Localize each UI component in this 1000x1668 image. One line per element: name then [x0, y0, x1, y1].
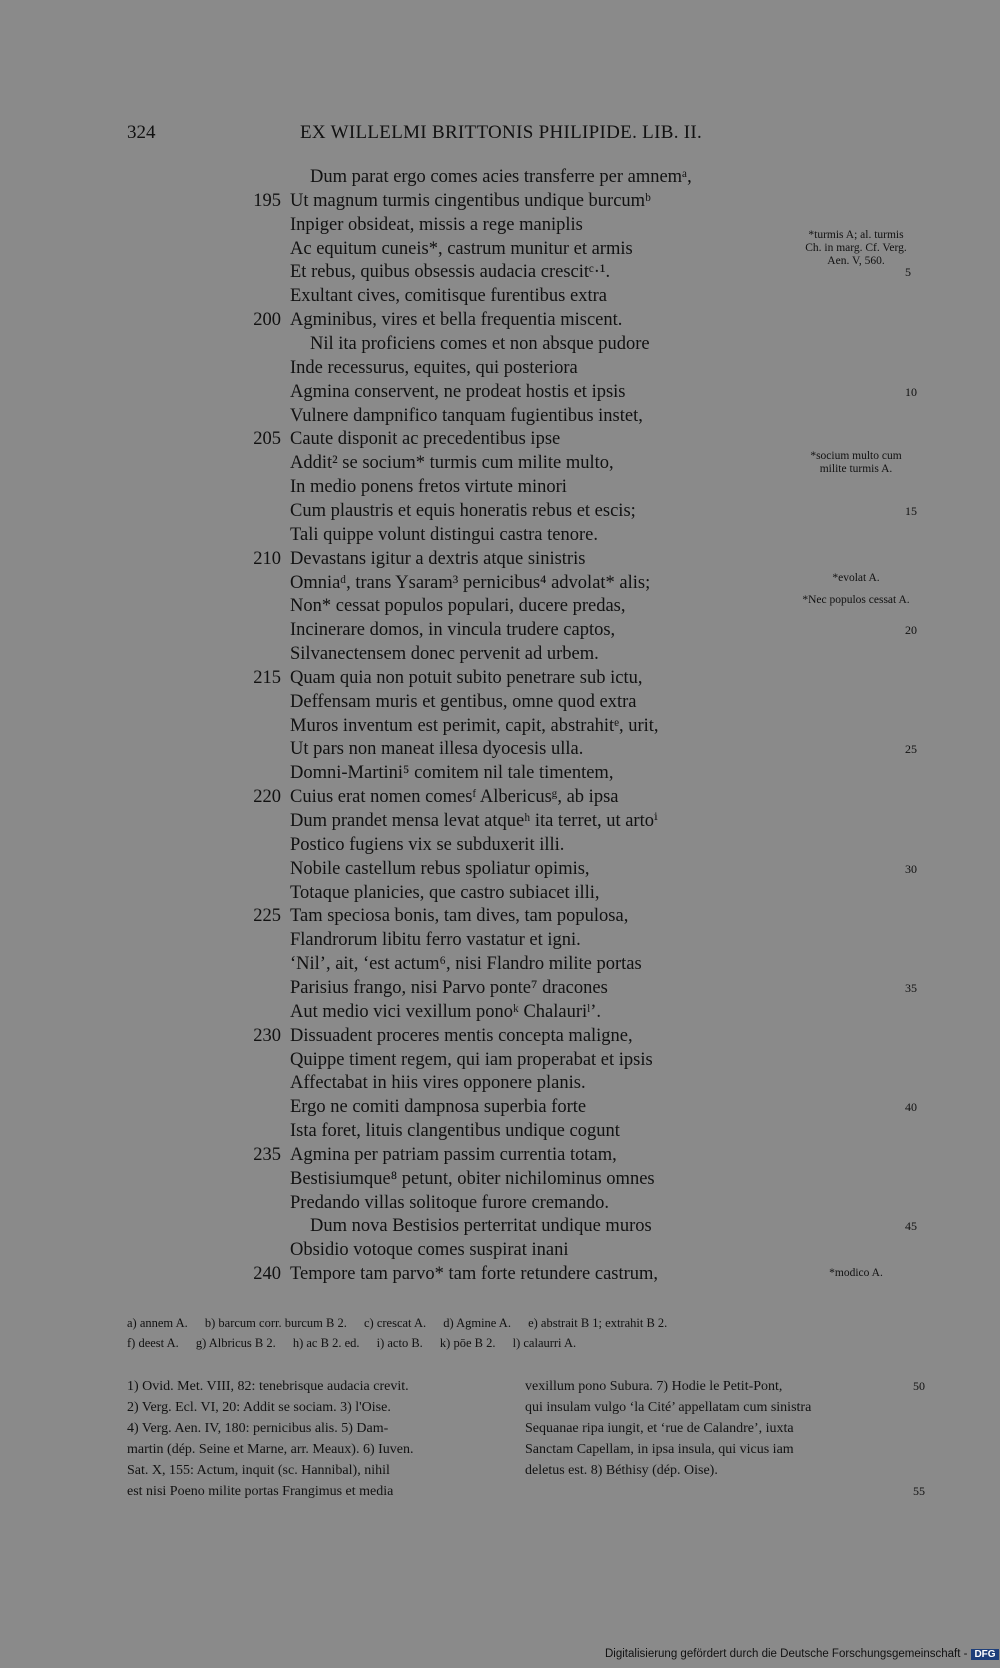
- verse-text: Dum parat ergo comes acies transferre per amnemᵃ,: [310, 167, 692, 187]
- margin-line-number: 40: [905, 1100, 917, 1115]
- margin-line-number: 50: [913, 1379, 925, 1393]
- verse-text: Omniaᵈ, trans Ysaram³ pernicibus⁴ advolat* alis;: [290, 572, 651, 593]
- footnotes: [127, 1376, 917, 1508]
- verse-line: [0, 618, 1000, 642]
- verse-line: [0, 1143, 1000, 1167]
- footnote-line: Sat. X, 155: Actum, inquit (sc. Hannibal), nihil: [127, 1463, 390, 1478]
- variant-line: [127, 1313, 917, 1333]
- verse-text: Ergo ne comiti dampnosa superbia forte: [290, 1097, 587, 1118]
- margin-line-number: 25: [905, 742, 917, 757]
- margin-line-number: 45: [905, 1219, 917, 1234]
- page-number: 324: [127, 122, 156, 143]
- verse-line: [0, 1191, 1000, 1215]
- running-title: EX WILLELMI BRITTONIS PHILIPIDE. LIB. II.: [300, 122, 703, 143]
- verse-text: Addit² se socium* turmis cum milite multo,: [290, 453, 614, 474]
- verse-line: [0, 332, 1000, 356]
- verse-text: Nobile castellum rebus spoliatur opimis,: [290, 858, 590, 879]
- page-header: [0, 122, 1000, 148]
- verse-number: 210: [253, 548, 281, 569]
- footnote-line: vexillum pono Subura. 7) Hodie le Petit-Pont,: [525, 1379, 783, 1394]
- margin-line-number: 55: [913, 1484, 925, 1498]
- verse-text: Non* cessat populos populari, ducere predas,: [290, 596, 626, 617]
- verse-line: [0, 308, 1000, 332]
- digitization-credit: [605, 1648, 999, 1664]
- verse-text: Ac equitum cuneis*, castrum munitur et armis: [290, 238, 633, 259]
- verse-text: Silvanectensem donec pervenit ad urbem.: [290, 644, 599, 664]
- margin-line-number: 35: [905, 980, 917, 995]
- verse-line: [0, 881, 1000, 905]
- verse-text: Devastans igitur a dextris atque sinistris: [290, 548, 586, 569]
- verse-text: Quam quia non potuit subito penetrare sub ictu,: [290, 667, 643, 688]
- variant-note: g) Albricus B 2.: [195, 1336, 276, 1350]
- verse-number: 230: [253, 1025, 281, 1046]
- verse-line: [0, 1000, 1000, 1024]
- margin-line-number: 30: [905, 861, 917, 876]
- variant-note: l) calaurri A.: [512, 1336, 577, 1350]
- verse-line: [0, 642, 1000, 666]
- verse-text: Agmina per patriam passim currentia totam,: [290, 1144, 617, 1165]
- verse-line: [0, 1119, 1000, 1143]
- footnote-line: est nisi Poeno milite portas Frangimus et media: [127, 1484, 394, 1499]
- verse-line: [0, 499, 1000, 523]
- verse-line: [0, 1095, 1000, 1119]
- verse-number: 220: [253, 787, 281, 808]
- verse-text: Vulnere dampnifico tanquam fugientibus instet,: [290, 405, 643, 426]
- variant-readings: [127, 1313, 917, 1353]
- margin-line-number: 10: [905, 384, 917, 399]
- verse-line: [0, 928, 1000, 952]
- verse-text: Inde recessurus, equites, qui posteriora: [290, 357, 578, 378]
- verse-text: Tali quippe volunt distingui castra tenore.: [290, 524, 598, 545]
- verse-text: Agminibus, vires et bella frequentia miscent.: [290, 310, 623, 331]
- verse-text: Obsidio votoque comes suspirat inani: [290, 1240, 569, 1261]
- verse-line: [0, 356, 1000, 380]
- footnotes-right-column: [525, 1376, 910, 1481]
- verse-line: [0, 404, 1000, 428]
- verse-line: [0, 523, 1000, 547]
- verse-line: [0, 284, 1000, 308]
- variant-note: c) crescat A.: [363, 1316, 427, 1330]
- verse-line: [0, 1214, 1000, 1238]
- footnote-line: Sanctam Capellam, in ipsa insula, qui vicus iam: [525, 1442, 794, 1457]
- footnote-line: qui insulam vulgo ‘la Cité’ appellatam cum sinistra: [525, 1400, 812, 1415]
- verse-text: Flandrorum libitu ferro vastatur et igni.: [290, 930, 581, 951]
- verse-text: Domni-Martini⁵ comitem nil tale timentem,: [290, 763, 614, 784]
- verse-text: Ut magnum turmis cingentibus undique burcumᵇ: [290, 190, 651, 211]
- verse-line: [0, 857, 1000, 881]
- variant-note: f) deest A.: [127, 1336, 179, 1350]
- verse-line: [0, 761, 1000, 785]
- verse-line: [0, 547, 1000, 571]
- footnote-line: 4) Verg. Aen. IV, 180: pernicibus alis. 5) Dam-: [127, 1421, 389, 1436]
- variant-note: e) abstrait B 1; extrahit B 2.: [528, 1316, 668, 1330]
- verse-text: Affectabat in hiis vires opponere planis.: [290, 1073, 586, 1094]
- variant-note: a) annem A.: [127, 1316, 188, 1330]
- verse-line: [0, 690, 1000, 714]
- credit-text: Digitalisierung gefördert durch die Deutsche Forschungsgemeinschaft -: [605, 1648, 968, 1660]
- footnote-line: Sequanae ripa iungit, et ‘rue de Calandre’, iuxta: [525, 1421, 794, 1436]
- margin-note: *modico A.: [829, 1267, 883, 1279]
- margin-note: *turmis A; al. turmis Ch. in marg. Cf. Verg. Aen. V, 560.: [805, 229, 907, 267]
- variant-note: k) pōe B 2.: [439, 1336, 496, 1350]
- verse-line: [0, 1167, 1000, 1191]
- verse-text: Parisius frango, nisi Parvo ponte⁷ dracones: [290, 977, 608, 998]
- verse-text: Predando villas solitoque furore cremando.: [290, 1192, 610, 1213]
- variant-note: h) ac B 2. ed.: [292, 1336, 360, 1350]
- verse-text: Dum nova Bestisios perterritat undique muros: [310, 1216, 652, 1237]
- dfg-logo-icon: DFG: [971, 1649, 998, 1660]
- verse-number: 240: [253, 1264, 281, 1285]
- margin-line-number: 5: [905, 265, 911, 280]
- footnote-line: martin (dép. Seine et Marne, arr. Meaux). 6) Iuven.: [127, 1442, 414, 1457]
- margin-note: *socium multo cum milite turmis A.: [810, 450, 902, 475]
- verse-text: Bestisiumque⁸ petunt, obiter nichilominus omnes: [290, 1168, 655, 1189]
- verse-text: Postico fugiens vix se subduxerit illi.: [290, 834, 565, 855]
- margin-line-number: 15: [905, 503, 917, 518]
- verse-line: [0, 1238, 1000, 1262]
- verse-number: 205: [253, 429, 281, 450]
- verse-line: [0, 427, 1000, 451]
- variant-line: [127, 1333, 917, 1353]
- margin-line-number: 20: [905, 623, 917, 638]
- verse-line: [0, 952, 1000, 976]
- footnote-line: 2) Verg. Ecl. VI, 20: Addit se sociam. 3) l'Oise.: [127, 1400, 391, 1415]
- verse-line: [0, 380, 1000, 404]
- verse-text: Tempore tam parvo* tam forte retundere castrum,: [290, 1264, 659, 1285]
- verse-text: Tam speciosa bonis, tam dives, tam populosa,: [290, 906, 629, 927]
- verse-line: [0, 785, 1000, 809]
- verse-number: 235: [253, 1144, 281, 1165]
- verse-text: In medio ponens fretos virtute minori: [290, 477, 567, 498]
- verse-text: Dissuadent proceres mentis concepta maligne,: [290, 1025, 633, 1046]
- footnotes-left-column: [127, 1376, 512, 1502]
- verse-text: Deffensam muris et gentibus, omne quod extra: [290, 691, 637, 712]
- verse-line: [0, 833, 1000, 857]
- verse-line: [0, 737, 1000, 761]
- verse-text: Inpiger obsideat, missis a rege maniplis: [290, 214, 583, 235]
- verse-text: ‘Nil’, ait, ‘est actum⁶, nisi Flandro milite portas: [290, 954, 642, 975]
- verse-text: Agmina conservent, ne prodeat hostis et ipsis: [290, 381, 626, 402]
- verse-number: 200: [253, 310, 281, 331]
- margin-note: *evolat A.: [832, 572, 880, 584]
- verse-line: [0, 666, 1000, 690]
- verse-line: [0, 1071, 1000, 1095]
- verse-text: Et rebus, quibus obsessis audacia crescitᶜ·¹.: [290, 262, 611, 283]
- verse-text: Nil ita proficiens comes et non absque pudore: [310, 334, 650, 354]
- verse-text: Muros inventum est perimit, capit, abstrahitᵉ, urit,: [290, 715, 659, 736]
- verse-number: 215: [253, 667, 281, 688]
- verse-text: Dum prandet mensa levat atqueʰ ita terret, ut artoⁱ: [290, 811, 658, 831]
- variant-note: b) barcum corr. burcum B 2.: [204, 1316, 347, 1330]
- verse-text: Aut medio vici vexillum ponoᵏ Chalauriˡ’.: [290, 1001, 602, 1022]
- verse-line: [0, 904, 1000, 928]
- verse-line: [0, 809, 1000, 833]
- verse-text: Totaque planicies, que castro subiacet illi,: [290, 882, 600, 903]
- variant-note: d) Agmine A.: [443, 1316, 511, 1330]
- verse-line: [0, 714, 1000, 738]
- margin-note: *Nec populos cessat A.: [802, 594, 910, 606]
- verse-text: Ut pars non maneat illesa dyocesis ulla.: [290, 739, 584, 760]
- verse-number: 195: [253, 190, 281, 211]
- footnote-line: 1) Ovid. Met. VIII, 82: tenebrisque audacia crevit.: [127, 1379, 409, 1394]
- verse-line: [0, 189, 1000, 213]
- verse-line: [0, 165, 1000, 189]
- verse-text: Caute disponit ac precedentibus ipse: [290, 429, 561, 450]
- verse-line: [0, 475, 1000, 499]
- verse-line: [0, 1048, 1000, 1072]
- verse-text: Cum plaustris et equis honeratis rebus et escis;: [290, 500, 636, 521]
- verse-text: Ista foret, lituis clangentibus undique cogunt: [290, 1121, 620, 1141]
- verse-text: Exultant cives, comitisque furentibus extra: [290, 286, 607, 307]
- footnote-line: deletus est. 8) Béthisy (dép. Oise).: [525, 1463, 718, 1478]
- verse-text: Quippe timent regem, qui iam properabat et ipsis: [290, 1049, 653, 1070]
- verse-text: Incinerare domos, in vincula trudere captos,: [290, 620, 616, 641]
- verse-number: 225: [253, 906, 281, 927]
- variant-note: i) acto B.: [376, 1336, 423, 1350]
- verse-line: [0, 976, 1000, 1000]
- verse-text: Cuius erat nomen comesᶠ Albericusᵍ, ab ipsa: [290, 787, 619, 808]
- verse-line: [0, 1024, 1000, 1048]
